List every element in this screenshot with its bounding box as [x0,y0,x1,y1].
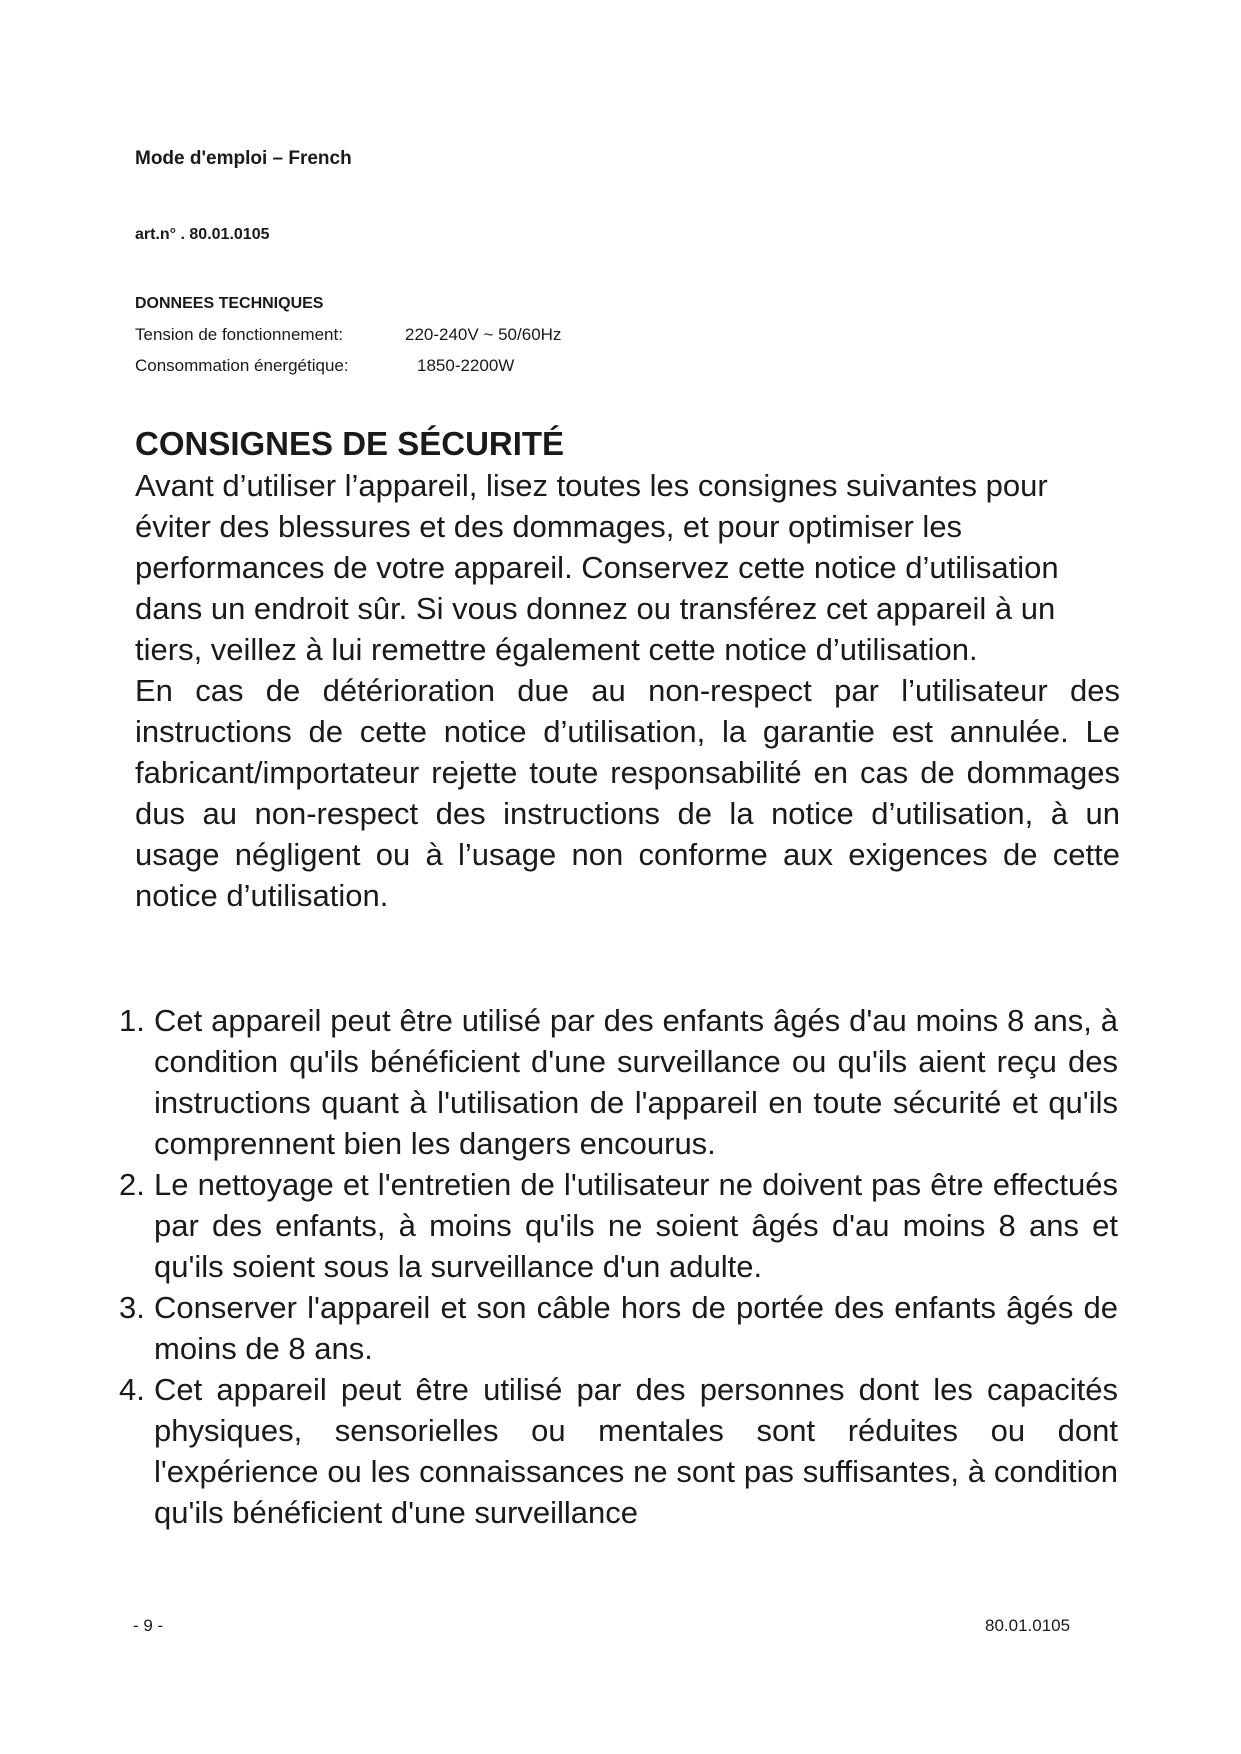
section-heading: CONSIGNES DE SÉCURITÉ [135,425,565,462]
list-number: 1. [119,1003,145,1038]
list-text: Conserver l'appareil et son câble hors de portée des enfants âgés de moins de 8 ans. [154,1290,1118,1366]
intro-paragraph: Avant d’utiliser l’appareil, lisez toutes les consignes suivantes pour éviter des blessures et des dommages, et pour optimiser les performances de votre appareil. Conservez cette notice d’utilisation dans un endroit sûr. Si vous donnez ou transférez cet appareil à un tiers, veillez à lui remettre également cette notice d’utilisation. [135,468,1059,667]
spec-row [135,325,562,345]
safety-body [135,465,1120,916]
spec-label: Consommation énergétique: [135,356,349,375]
list-text: Le nettoyage et l'entretien de l'utilisateur ne doivent pas être effectués par des enfants, à moins qu'ils ne soient âgés d'au moins 8 ans et qu'ils soient sous la surveillance d'un adulte. [154,1167,1118,1284]
spec-row [135,356,515,376]
page-number: - 9 - [133,1616,164,1635]
warranty-paragraph: En cas de détérioration due au non-respect par l’utilisateur des instructions de cette notice d’utilisation, la garantie est annulée. Le fabricant/importateur rejette toute responsabilité en cas de dommages dus au non-respect des instructions de la notice d’utilisation, à un usage négligent ou à l’usage non conforme aux exigences de cette notice d’utilisation. [135,673,1120,913]
spec-label: Tension de fonctionnement: [135,325,343,344]
safety-list [119,1000,1118,1533]
list-item [119,1287,1118,1369]
spec-value: 1850-2200W [417,356,515,375]
list-number: 2. [119,1167,145,1202]
tech-data-heading: DONNEES TECHNIQUES [135,295,324,312]
list-text: Cet appareil peut être utilisé par des enfants âgés d'au moins 8 ans, à condition qu'ils bénéficient d'une surveillance ou qu'ils aient reçu des instructions quant à l'utilisation de l'appareil en toute sécurité et qu'ils comprennent bien les dangers encourus. [154,1003,1118,1161]
list-number: 3. [119,1290,145,1325]
list-number: 4. [119,1372,145,1407]
list-text: Cet appareil peut être utilisé par des personnes dont les capacités physiques, sensorielles ou mentales sont réduites ou dont l'expérience ou les connaissances ne sont pas suffisantes, à condition qu'ils bénéficient d'une surveillance [154,1372,1118,1530]
list-item [119,1369,1118,1533]
spec-value: 220-240V ~ 50/60Hz [405,325,562,344]
list-item [119,1000,1118,1164]
footer-article-ref: 80.01.0105 [985,1616,1071,1635]
article-number: art.n° . 80.01.0105 [135,226,270,243]
document-title: Mode d'emploi – French [135,148,352,169]
list-item [119,1164,1118,1287]
